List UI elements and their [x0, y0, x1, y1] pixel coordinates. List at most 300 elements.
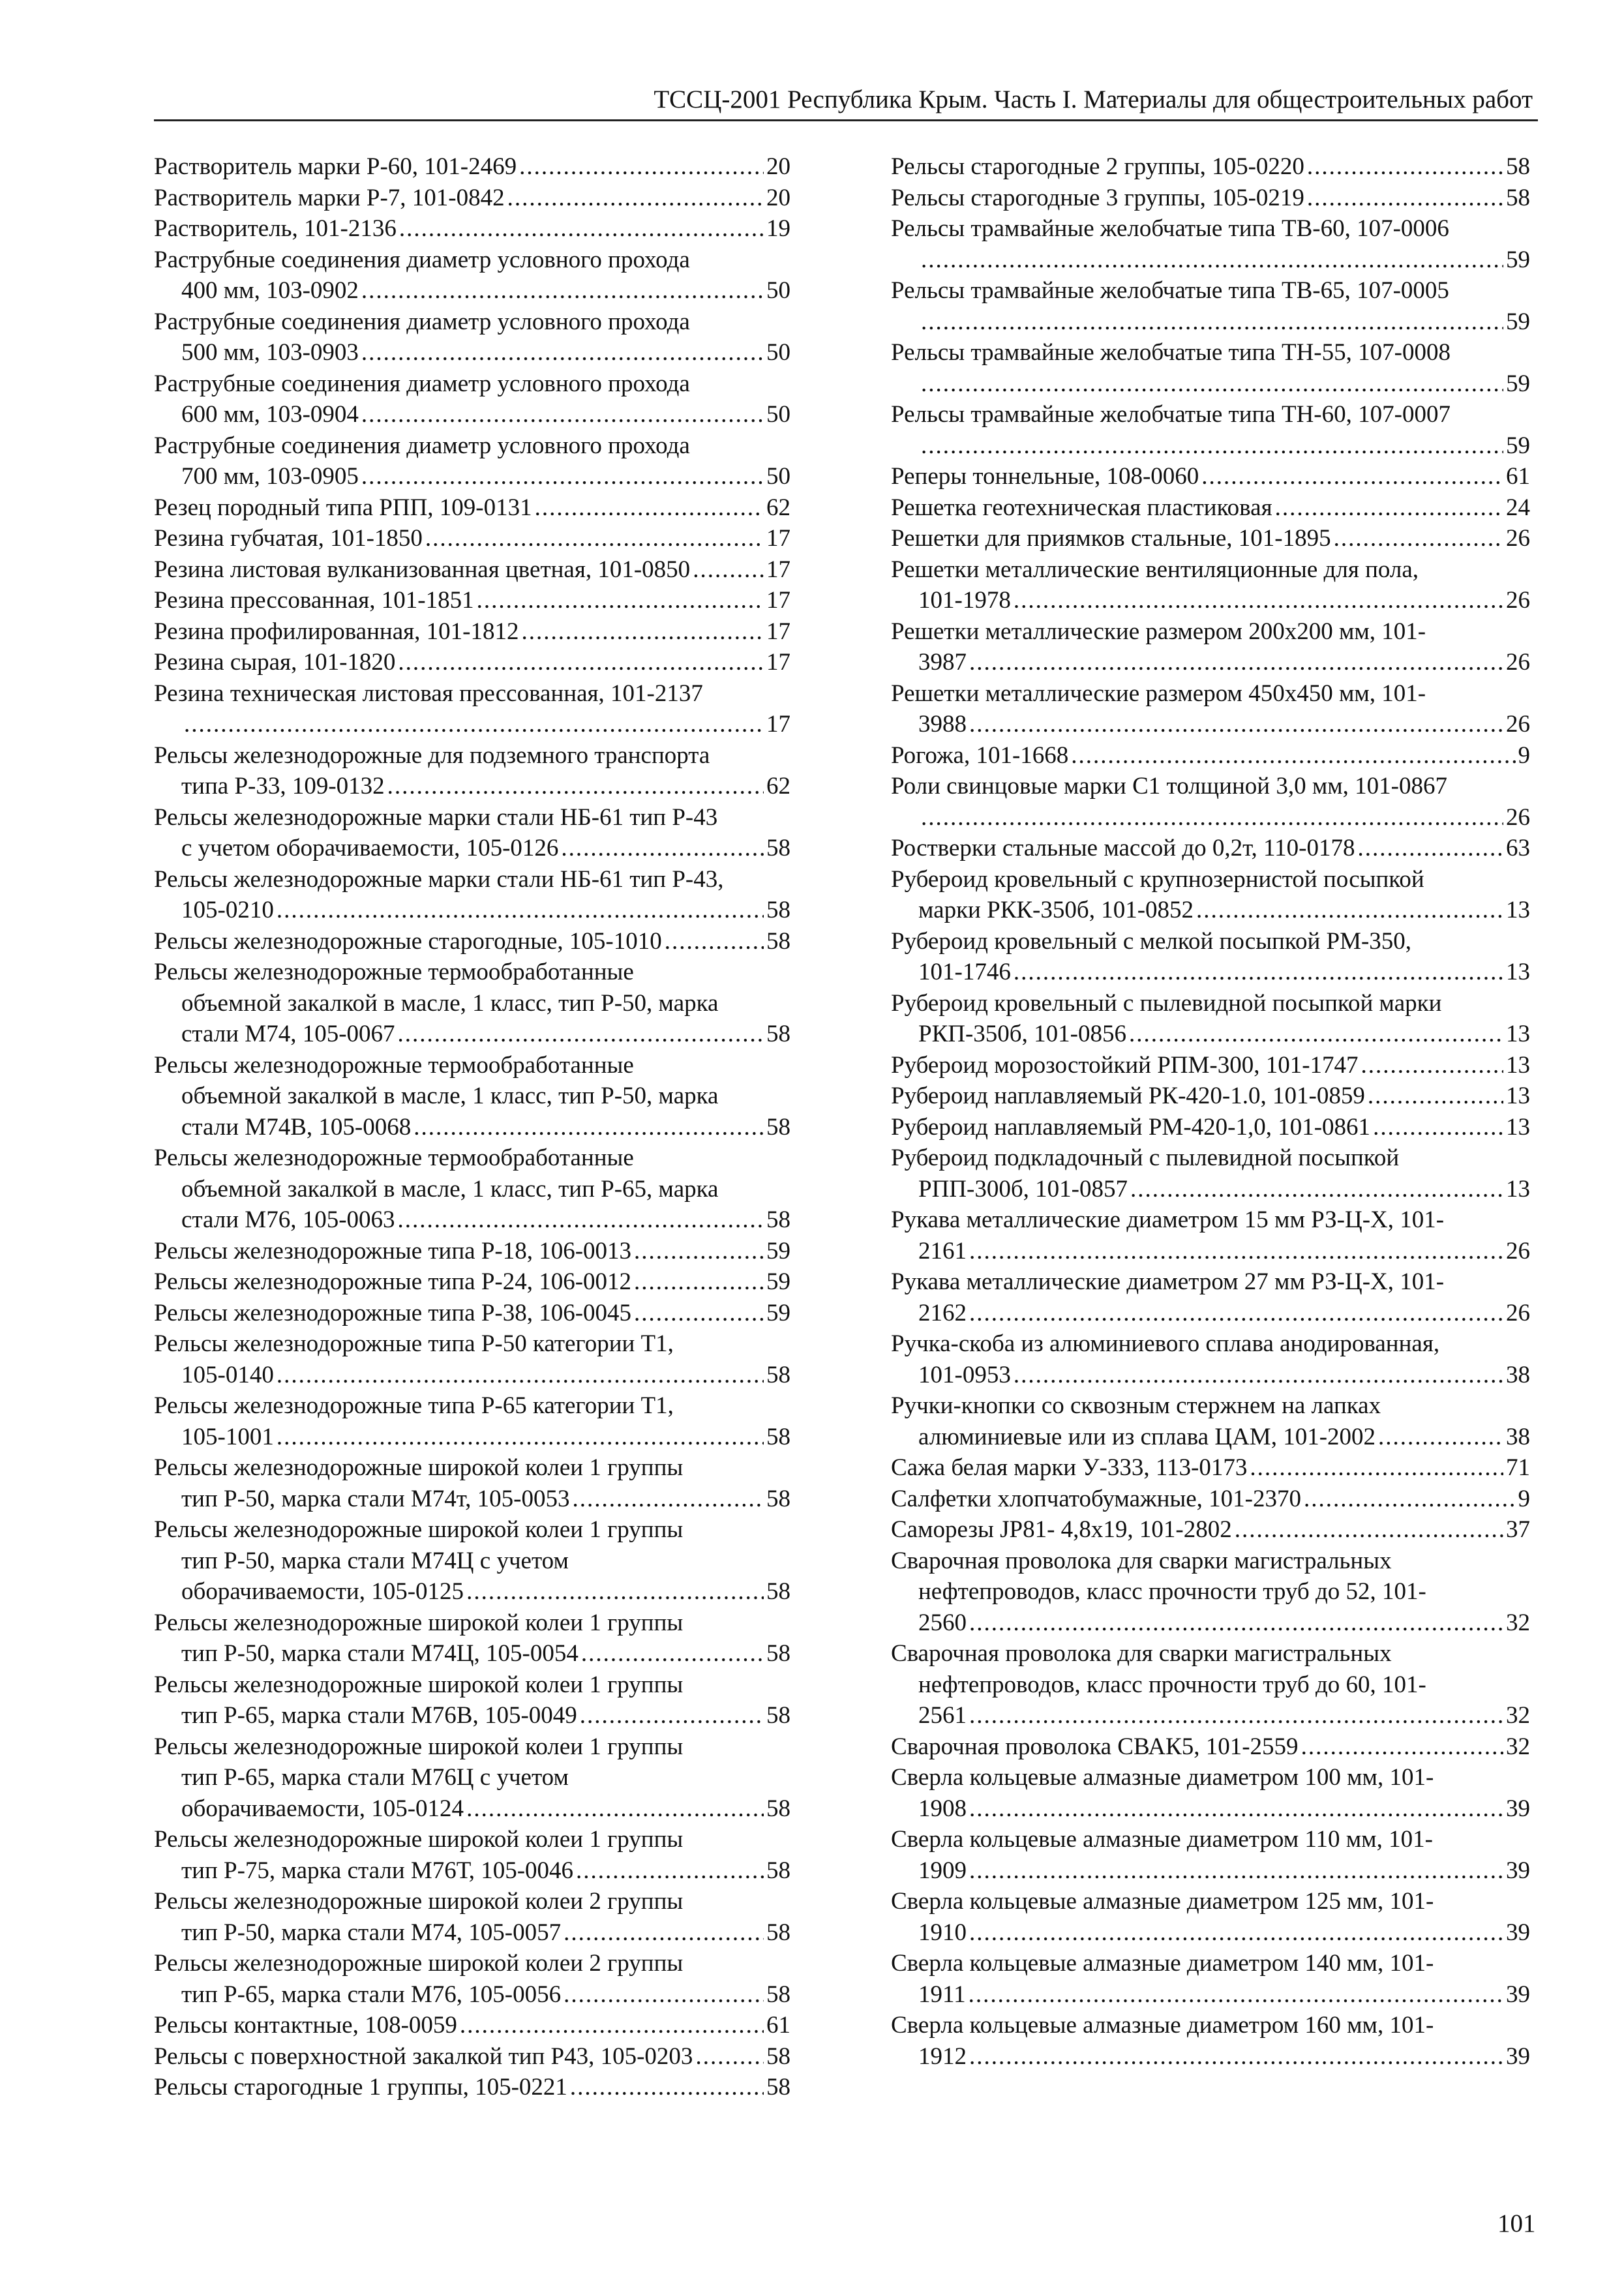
index-entry-row [891, 1979, 1530, 2011]
index-entry-page: 17 [766, 618, 790, 645]
index-entry-row [154, 1855, 790, 1887]
index-entry-row [891, 1855, 1530, 1887]
index-entry-row [891, 1731, 1530, 1763]
index-entry [154, 523, 790, 554]
dot-leader [387, 771, 764, 802]
index-entry-line: Сверла кольцевые алмазные диаметром 110 мм, 101- [891, 1826, 1433, 1853]
index-entry-line: Рельсы железнодорожные типа Р-65 категории Т1, [154, 1392, 674, 1419]
dot-leader [969, 1979, 1503, 2011]
index-entry-text: Рубероид наплавляемый РМ-420-1,0, 101-0861 [891, 1113, 1371, 1141]
index-entry-row [154, 1204, 790, 1236]
index-entry [891, 275, 1530, 337]
index-entry-page: 38 [1506, 1423, 1530, 1450]
index-entry-line: Рельсы трамвайные желобчатые типа ТН-60, 107-0007 [891, 401, 1451, 428]
index-entry-page: 50 [766, 463, 790, 490]
index-entry [154, 1298, 790, 1329]
index-entry-row [154, 1700, 790, 1731]
index-entry-row [154, 2072, 790, 2103]
index-entry-line: Сверла кольцевые алмазные диаметром 125 мм, 101- [891, 1888, 1434, 1915]
dot-leader [1235, 1514, 1503, 1546]
dot-leader [969, 1608, 1503, 1639]
index-entry-page: 20 [766, 184, 790, 211]
index-entry-row [891, 1236, 1530, 1267]
index-entry-text: Ростверки стальные массой до 0,2т, 110-0178 [891, 835, 1355, 861]
index-entry-page: 13 [1506, 1051, 1530, 1079]
index-entry-text: 3988 [918, 711, 967, 738]
dot-leader [519, 151, 764, 183]
index-entry-text: 1911 [918, 1981, 966, 2008]
index-entry-line: Рельсы железнодорожные термообработанные [154, 1144, 634, 1171]
index-entry-row [891, 585, 1530, 616]
dot-leader [1014, 1360, 1503, 1391]
index-entry-line: Раструбные соединения диаметр условного прохода [154, 308, 690, 335]
index-entry-page: 26 [1506, 803, 1530, 831]
index-entry-line: Рельсы железнодорожные широкой колеи 1 группы [154, 1671, 684, 1698]
index-entry-page: 17 [766, 711, 790, 738]
index-entry-line: Рельсы железнодорожные широкой колеи 1 группы [154, 1454, 684, 1481]
index-entry [154, 307, 790, 368]
index-entry [154, 2041, 790, 2072]
index-entry-line: Решетки металлические вентиляционные для пола, [891, 556, 1419, 583]
dot-leader [576, 1855, 764, 1887]
index-entry-row [891, 1298, 1530, 1329]
index-column-left [154, 151, 790, 2103]
index-entry-page: 13 [1506, 1175, 1530, 1203]
index-entry-row [891, 245, 1530, 276]
index-entry-row [154, 2010, 790, 2041]
dot-leader [1201, 461, 1503, 492]
index-entry-text: РКП-350б, 101-0856 [918, 1021, 1126, 1047]
dot-leader [969, 1236, 1503, 1267]
index-entry-text: Рельсы железнодорожные типа Р-24, 106-0012 [154, 1268, 632, 1295]
index-entry [154, 213, 790, 245]
index-entry-text: Реперы тоннельные, 108-0060 [891, 463, 1199, 490]
index-entry-text: 101-0953 [918, 1361, 1011, 1388]
dot-leader [921, 307, 1503, 338]
index-entry-line: Рубероид кровельный с пылевидной посыпкой марки [891, 989, 1442, 1017]
index-entry [891, 1762, 1530, 1824]
index-entry-row [891, 1422, 1530, 1453]
index-entry-page: 17 [766, 649, 790, 676]
index-entry [891, 833, 1530, 864]
index-column-right [891, 151, 1530, 2072]
index-entry-text: Рельсы железнодорожные типа Р-18, 106-0013 [154, 1237, 632, 1264]
index-entry-line: Рельсы железнодорожные широкой колеи 2 группы [154, 1888, 684, 1915]
index-entry-text: Растворитель, 101-2136 [154, 215, 397, 242]
index-entry-text: 500 мм, 103-0903 [181, 339, 359, 366]
index-entry-page: 17 [766, 556, 790, 583]
index-entry-page: 59 [1506, 432, 1530, 459]
index-entry-line: Сварочная проволока для сварки магистральных [891, 1547, 1392, 1574]
dot-leader [969, 2041, 1503, 2072]
dot-leader [1373, 1112, 1503, 1143]
dot-leader [277, 1360, 764, 1391]
dot-leader [969, 1917, 1503, 1949]
index-entry-line: Рельсы железнодорожные термообработанные [154, 959, 634, 985]
index-entry-text: алюминиевые или из сплава ЦАМ, 101-2002 [918, 1423, 1376, 1450]
dot-leader [921, 430, 1503, 462]
index-entry-row [891, 740, 1530, 771]
index-entry-text: Рельсы железнодорожные старогодные, 105-1010 [154, 927, 662, 955]
index-entry [891, 1546, 1530, 1639]
index-entry [891, 1143, 1530, 1204]
dot-leader [361, 399, 764, 430]
index-entry-page: 26 [1506, 587, 1530, 614]
index-entry-page: 58 [1506, 153, 1530, 180]
index-entry-text: 600 мм, 103-0904 [181, 401, 359, 428]
index-entry [891, 1948, 1530, 2010]
index-entry-row [154, 1576, 790, 1608]
index-entry-row [891, 957, 1530, 988]
header-title: ТССЦ-2001 Республика Крым. Часть I. Материалы для общестроительных работ [654, 85, 1533, 113]
index-entry-text: Резина губчатая, 101-1850 [154, 525, 423, 552]
index-entry-line: Раструбные соединения диаметр условного прохода [154, 246, 690, 273]
index-entry [154, 926, 790, 957]
index-entry-text: 101-1978 [918, 587, 1011, 614]
index-entry-line: Решетки металлические размером 450х450 мм, 101- [891, 680, 1426, 707]
index-entry-row [154, 523, 790, 554]
index-entry-text: Растворитель марки Р-60, 101-2469 [154, 153, 517, 180]
index-entry-row [154, 554, 790, 586]
index-entry-page: 26 [1506, 711, 1530, 738]
dot-leader [398, 1019, 764, 1050]
index-entry-text: Резина профилированная, 101-1812 [154, 618, 519, 645]
index-entry-page: 62 [766, 494, 790, 521]
index-entry-text: 105-0210 [181, 897, 274, 923]
index-entry-row [154, 461, 790, 492]
index-entry [154, 1328, 790, 1390]
dot-leader [466, 1576, 764, 1608]
index-entry-page: 50 [766, 401, 790, 428]
index-entry [154, 2010, 790, 2041]
index-entry-line: объемной закалкой в масле, 1 класс, тип Р-50, марка [181, 1083, 719, 1109]
index-entry [891, 1266, 1530, 1328]
index-entry-page: 61 [766, 2012, 790, 2039]
index-entry-line: Сверла кольцевые алмазные диаметром 100 мм, 101- [891, 1764, 1434, 1791]
index-entry-text: Резина сырая, 101-1820 [154, 649, 396, 676]
index-entry-line: Сверла кольцевые алмазные диаметром 160 мм, 101- [891, 2012, 1434, 2039]
index-entry-page: 17 [766, 525, 790, 552]
dot-leader [1196, 895, 1503, 926]
index-entry-page: 17 [766, 587, 790, 614]
dot-leader [1368, 1081, 1503, 1112]
index-entry [154, 183, 790, 214]
index-entry-page: 32 [1506, 1702, 1530, 1729]
index-entry-text: Резина листовая вулканизованная цветная, 101-0850 [154, 556, 691, 583]
index-entry-line: Раструбные соединения диаметр условного прохода [154, 370, 690, 397]
index-entry-text: 700 мм, 103-0905 [181, 463, 359, 490]
index-entry-row [891, 1081, 1530, 1112]
index-entry [891, 1484, 1530, 1515]
dot-leader [921, 802, 1503, 833]
dot-leader [580, 1700, 764, 1731]
index-entry-text: Рельсы старогодные 1 группы, 105-0221 [154, 2074, 567, 2101]
index-entry [891, 1824, 1530, 1886]
index-entry-text: Рельсы с поверхностной закалкой тип Р43, 105-0203 [154, 2042, 693, 2070]
index-entry-page: 58 [766, 835, 790, 861]
index-entry-line: Рельсы железнодорожные широкой колеи 1 группы [154, 1609, 684, 1636]
index-entry [891, 461, 1530, 492]
index-entry-row [154, 1236, 790, 1267]
index-entry-line: Рельсы железнодорожные широкой колеи 2 группы [154, 1950, 684, 1977]
dot-leader [561, 833, 764, 864]
index-entry-text: 1910 [918, 1919, 967, 1946]
index-entry-row [154, 1793, 790, 1825]
dot-leader [361, 337, 764, 368]
index-entry [154, 1143, 790, 1236]
index-entry-page: 58 [766, 1113, 790, 1141]
index-entry-row [891, 709, 1530, 740]
index-entry-page: 58 [766, 897, 790, 923]
index-entry-row [891, 368, 1530, 400]
index-entry-text: 105-0140 [181, 1361, 274, 1388]
index-entry [891, 1638, 1530, 1731]
index-entry-text: 1908 [918, 1795, 967, 1822]
index-entry-page: 63 [1506, 835, 1530, 861]
index-entry-text: Рубероид наплавляемый РК-420-1.0, 101-0859 [891, 1083, 1365, 1109]
dot-leader [1378, 1422, 1503, 1453]
index-entry-row [891, 151, 1530, 183]
index-entry-line: Рельсы трамвайные желобчатые типа ТН-55, 107-0008 [891, 339, 1451, 366]
index-entry [154, 1266, 790, 1298]
dot-leader [634, 1266, 764, 1298]
index-entry-page: 58 [766, 927, 790, 955]
index-entry-text: Сварочная проволока СВАК5, 101-2559 [891, 1733, 1299, 1760]
index-entry [891, 1731, 1530, 1763]
index-entry-page: 20 [766, 153, 790, 180]
index-entry-text: 3987 [918, 649, 967, 676]
index-entry-row [891, 1050, 1530, 1081]
index-entry-text: тип Р-50, марка стали М74, 105-0057 [181, 1919, 562, 1946]
index-entry [154, 616, 790, 648]
index-entry-line: Рельсы железнодорожные марки стали НБ-61 тип Р-43 [154, 803, 718, 831]
index-entry-page: 58 [766, 1361, 790, 1388]
index-entry-page: 13 [1506, 1021, 1530, 1047]
dot-leader [581, 1638, 764, 1669]
index-entry-text: стали М74В, 105-0068 [181, 1113, 412, 1141]
dot-leader [564, 1979, 764, 2011]
dot-leader [398, 1204, 764, 1236]
index-entry-row [154, 771, 790, 802]
index-entry-row [154, 1298, 790, 1329]
index-entry-row [154, 1917, 790, 1949]
index-entry [891, 554, 1530, 616]
index-entry [154, 864, 790, 926]
index-entry-line: Рукава металлические диаметром 27 мм РЗ-Ц-Х, 101- [891, 1268, 1445, 1295]
index-entry-text: Растворитель марки Р-7, 101-0842 [154, 184, 505, 211]
index-entry [154, 151, 790, 183]
index-entry-text: тип Р-75, марка стали М76Т, 105-0046 [181, 1857, 574, 1884]
index-entry [891, 1390, 1530, 1452]
dot-leader [1130, 1174, 1503, 1205]
index-entry-row [891, 1514, 1530, 1546]
index-entry-text: Рельсы контактные, 108-0059 [154, 2012, 457, 2039]
dot-leader [1304, 1484, 1516, 1515]
dot-leader [693, 554, 764, 586]
index-entry-text: Саморезы JP81- 4,8х19, 101-2802 [891, 1516, 1232, 1543]
index-entry-text: тип Р-50, марка стали М74Ц, 105-0054 [181, 1640, 579, 1667]
index-entry [891, 1204, 1530, 1266]
index-entry-row [154, 585, 790, 616]
index-entry-row [891, 1484, 1530, 1515]
dot-leader [460, 2010, 764, 2041]
dot-leader [1334, 523, 1503, 554]
index-entry-line: тип Р-50, марка стали М74Ц с учетом [181, 1547, 569, 1574]
index-entry [154, 1669, 790, 1731]
index-entry-page: 58 [766, 1640, 790, 1667]
dot-leader [399, 213, 764, 245]
index-entry-row [891, 183, 1530, 214]
index-entry-page: 58 [766, 1919, 790, 1946]
index-entry-page: 13 [1506, 1113, 1530, 1141]
index-entry-line: тип Р-65, марка стали М76Ц с учетом [181, 1764, 569, 1791]
dot-leader [665, 926, 764, 957]
index-entry-page: 58 [766, 1578, 790, 1605]
index-entry-page: 13 [1506, 897, 1530, 923]
index-entry [891, 771, 1530, 833]
dot-leader [1307, 151, 1503, 183]
index-entry [891, 864, 1530, 926]
index-entry-row [154, 275, 790, 307]
index-entry-line: Решетки металлические размером 200х200 мм, 101- [891, 618, 1426, 645]
index-entry-page: 39 [1506, 1857, 1530, 1884]
index-entry-text: Сажа белая марки У-333, 113-0173 [891, 1454, 1248, 1481]
dot-leader [398, 647, 764, 678]
index-entry-row [154, 1266, 790, 1298]
index-entry-row [154, 1360, 790, 1391]
dot-leader [521, 616, 764, 648]
index-entry [891, 2010, 1530, 2072]
index-entry-row [891, 1174, 1530, 1205]
dot-leader [634, 1298, 764, 1329]
index-entry-line: Рельсы железнодорожные марки стали НБ-61 тип Р-43, [154, 865, 724, 893]
index-entry-page: 58 [766, 1423, 790, 1450]
index-entry [891, 1514, 1530, 1546]
dot-leader [1307, 183, 1503, 214]
index-entry-text: Рельсы железнодорожные типа Р-38, 106-0045 [154, 1299, 632, 1326]
index-entry-text: оборачиваемости, 105-0124 [181, 1795, 464, 1822]
index-entry-row [154, 492, 790, 524]
index-entry-row [891, 492, 1530, 524]
index-entry-page: 9 [1518, 1485, 1530, 1512]
index-entry-row [154, 1422, 790, 1453]
index-entry-line: Рельсы железнодорожные для подземного транспорта [154, 741, 710, 769]
index-entry-page: 62 [766, 773, 790, 800]
index-entry-row [154, 1019, 790, 1050]
dot-leader [695, 2041, 764, 2072]
index-entry-row [154, 1484, 790, 1515]
index-entry-row [154, 2041, 790, 2072]
index-entry-row [891, 1452, 1530, 1484]
index-entry [154, 1608, 790, 1669]
index-entry [154, 368, 790, 430]
index-entry [154, 430, 790, 492]
dot-leader [1129, 1019, 1503, 1050]
dot-leader [466, 1793, 764, 1825]
index-entry-line: Рельсы железнодорожные типа Р-50 категории Т1, [154, 1330, 674, 1357]
index-entry-row [891, 647, 1530, 678]
dot-leader [184, 709, 764, 740]
index-entry-page: 58 [1506, 184, 1530, 211]
index-entry-row [154, 926, 790, 957]
index-entry [154, 647, 790, 678]
index-entry-page: 26 [1506, 1237, 1530, 1264]
index-entry [891, 213, 1530, 275]
dot-leader [969, 1793, 1503, 1825]
index-entry-text: марки РКК-350б, 101-0852 [918, 897, 1194, 923]
index-entry [891, 151, 1530, 183]
index-entry-row [154, 183, 790, 214]
index-entry-text: 105-1001 [181, 1423, 274, 1450]
index-entry [154, 585, 790, 616]
index-entry-row [891, 802, 1530, 833]
index-entry-row [891, 1793, 1530, 1825]
dot-leader [969, 1855, 1503, 1887]
index-entry-row [154, 151, 790, 183]
index-entry-text: 2561 [918, 1702, 967, 1729]
dot-leader [921, 245, 1503, 276]
index-entry-line: объемной закалкой в масле, 1 класс, тип Р-65, марка [181, 1175, 719, 1203]
index-entry-row [891, 895, 1530, 926]
index-entry [891, 183, 1530, 214]
index-entry-text: Рельсы старогодные 3 группы, 105-0219 [891, 184, 1304, 211]
dot-leader [277, 895, 764, 926]
index-entry-page: 39 [1506, 1795, 1530, 1822]
index-entry-line: Рельсы трамвайные желобчатые типа ТВ-65, 107-0005 [891, 277, 1449, 304]
index-entry-text: стали М76, 105-0063 [181, 1206, 395, 1233]
dot-leader [969, 1298, 1503, 1329]
dot-leader [564, 1917, 764, 1949]
index-entry-line: Рубероид кровельный с мелкой посыпкой РМ-350, [891, 927, 1412, 955]
dot-leader [570, 2072, 764, 2103]
index-entry-page: 58 [766, 1206, 790, 1233]
index-entry-page: 58 [766, 1795, 790, 1822]
index-entry-row [891, 2041, 1530, 2072]
index-entry-line: Рельсы железнодорожные широкой колеи 1 группы [154, 1733, 684, 1760]
index-entry-text: типа Р-33, 109-0132 [181, 773, 385, 800]
index-entry [891, 1081, 1530, 1112]
index-entry [154, 802, 790, 864]
index-entry [891, 523, 1530, 554]
index-entry [154, 1886, 790, 1948]
index-entry-line: Роли свинцовые марки С1 толщиной 3,0 мм, 101-0867 [891, 773, 1447, 800]
index-entry-page: 32 [1506, 1733, 1530, 1760]
index-entry-text: Резец породный типа РПП, 109-0131 [154, 494, 532, 521]
index-entry-line: Рельсы железнодорожные широкой колеи 1 группы [154, 1516, 684, 1543]
index-entry [891, 337, 1530, 399]
index-entry [891, 988, 1530, 1050]
index-entry-page: 71 [1506, 1454, 1530, 1481]
dot-leader [535, 492, 764, 524]
index-entry-row [891, 307, 1530, 338]
index-entry [891, 926, 1530, 988]
index-entry [154, 1731, 790, 1825]
index-entry [891, 399, 1530, 461]
dot-leader [507, 183, 764, 214]
dot-leader [1014, 585, 1503, 616]
index-entry-text: тип Р-50, марка стали М74т, 105-0053 [181, 1485, 570, 1512]
index-entry-page: 58 [766, 1021, 790, 1047]
index-entry-line: Сварочная проволока для сварки магистральных [891, 1640, 1392, 1667]
index-entry-page: 58 [766, 1857, 790, 1884]
index-entry-page: 59 [766, 1237, 790, 1264]
index-entry-page: 59 [1506, 246, 1530, 273]
index-entry [154, 1390, 790, 1452]
index-entry-line: Рукава металлические диаметром 15 мм РЗ-Ц-Х, 101- [891, 1206, 1445, 1233]
index-entry-row [891, 1360, 1530, 1391]
index-entry-page: 58 [766, 2074, 790, 2101]
index-entry-line: Рубероид подкладочный с пылевидной посыпкой [891, 1144, 1400, 1171]
